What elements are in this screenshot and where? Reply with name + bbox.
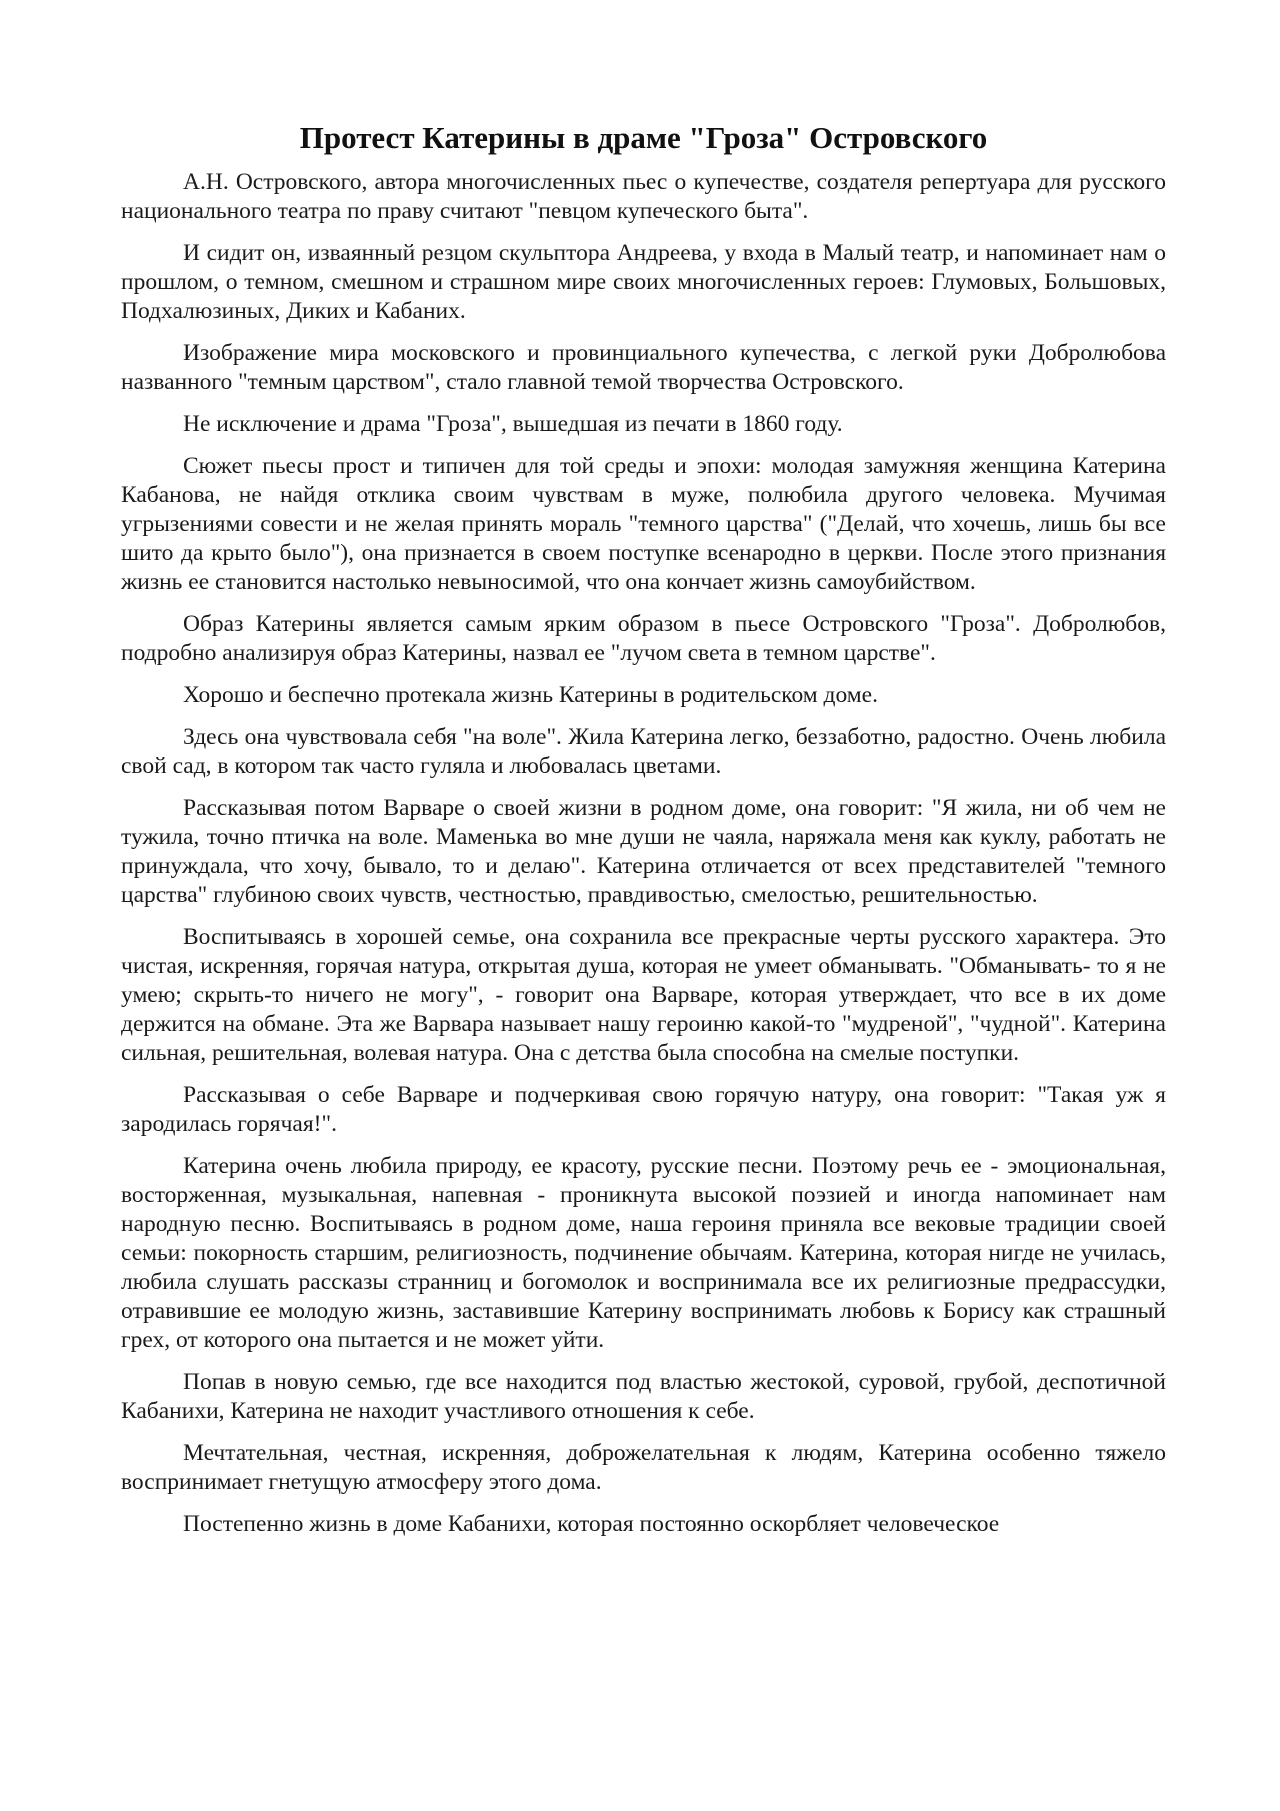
paragraph-10: Воспитываясь в хорошей семье, она сохранила все прекрасные черты русского характера. Это чистая, искренняя, горячая натура, открытая душа, которая не умеет обманывать. "Обманывать- то я не умею; скрыть-то ничего не могу", - говорит она Варваре, которая утверждает, что все в их доме держится на обмане. Эта же Варвара называет нашу героиню какой-то "мудреной", "чудной". Катерина сильная, решительная, волевая натура. Она с детства была способна на смелые поступки. [121, 924, 1166, 1066]
paragraph-3: Изображение мира московского и провинциального купечества, с легкой руки Добролюбова названного "темным царством", стало главной темой творчества Островского. [121, 340, 1166, 395]
document-body [121, 118, 1166, 1552]
paragraph-4: Не исключение и драма "Гроза", вышедшая из печати в 1860 году. [183, 411, 843, 437]
paragraph-11: Рассказывая о себе Варваре и подчеркивая свою горячую натуру, она говорит: "Такая уж я зародилась горячая!". [121, 1082, 1166, 1137]
paragraph-1: А.Н. Островского, автора многочисленных пьес о купечестве, создателя репертуара для русского национального театра по праву считают "певцом купеческого быта". [121, 169, 1166, 224]
paragraph-2: И сидит он, изваянный резцом скульптора Андреева, у входа в Малый театр, и напоминает нам о прошлом, о темном, смешном и страшном мире своих многочисленных героев: Глумовых, Большовых, Подхалюзиных, Диких и Кабаних. [121, 240, 1166, 324]
paragraph-12: Катерина очень любила природу, ее красоту, русские песни. Поэтому речь ее - эмоциональная, восторженная, музыкальная, напевная - проникнута высокой поэзией и иногда напоминает нам народную песню. Воспитываясь в родном доме, наша героиня приняла все вековые традиции своей семьи: покорность старшим, религиозность, подчинение обычаям. Катерина, которая нигде не училась, любила слушать рассказы странниц и богомолок и воспринимала все их религиозные предрассудки, отравившие ее молодую жизнь, заставившие Катерину воспринимать любовь к Борису как страшный грех, от которого она пытается и не может уйти. [121, 1153, 1166, 1353]
paragraph-9: Рассказывая потом Варваре о своей жизни в родном доме, она говорит: "Я жила, ни об чем не тужила, точно птичка на воле. Маменька во мне души не чаяла, наряжала меня как куклу, работать не принуждала, что хочу, бывало, то и делаю". Катерина отличается от всех представителей "темного царства" глубиною своих чувств, честностью, правдивостью, смелостью, решительностью. [121, 795, 1166, 908]
paragraph-15: Постепенно жизнь в доме Кабанихи, которая постоянно оскорбляет человеческое [183, 1511, 1000, 1537]
paragraph-14: Мечтательная, честная, искренняя, доброжелательная к людям, Катерина особенно тяжело воспринимает гнетущую атмосферу этого дома. [121, 1440, 1166, 1495]
paragraph-6: Образ Катерины является самым ярким образом в пьесе Островского "Гроза". Добролюбов, подробно анализируя образ Катерины, назвал ее "лучом света в темном царстве". [121, 611, 1166, 666]
paragraph-13: Попав в новую семью, где все находится под властью жестокой, суровой, грубой, деспотичной Кабанихи, Катерина не находит участливого отношения к себе. [121, 1369, 1166, 1424]
paragraph-7: Хорошо и беспечно протекала жизнь Катерины в родительском доме. [183, 682, 878, 708]
paragraph-5: Сюжет пьесы прост и типичен для той среды и эпохи: молодая замужняя женщина Катерина Кабанова, не найдя отклика своим чувствам в муже, полюбила другого человека. Мучимая угрызениями совести и не желая принять мораль "темного царства" ("Делай, что хочешь, лишь бы все шито да крыто было"), она признается в своем поступке всенародно в церкви. После этого признания жизнь ее становится настолько невыносимой, что она кончает жизнь самоубийством. [121, 453, 1166, 595]
paragraph-8: Здесь она чувствовала себя "на воле". Жила Катерина легко, беззаботно, радостно. Очень любила свой сад, в котором так часто гуляла и любовалась цветами. [121, 724, 1166, 779]
page-title: Протест Катерины в драме "Гроза" Островского [299, 120, 988, 155]
